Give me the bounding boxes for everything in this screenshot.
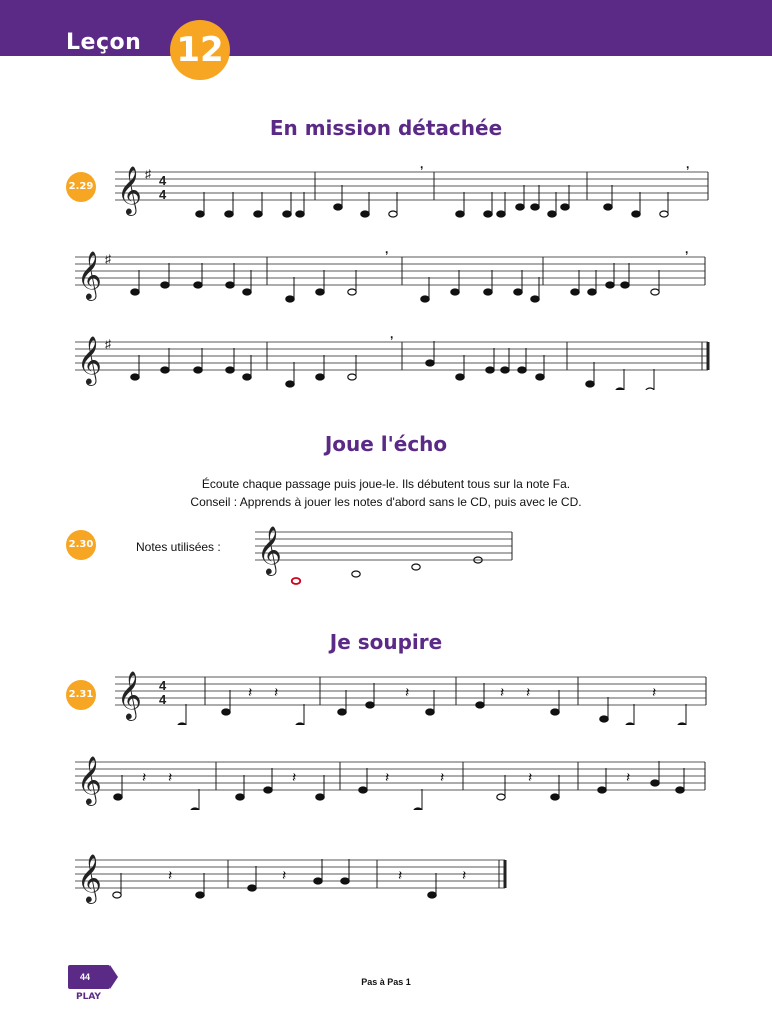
quarter-rest-icon: 𝄽 <box>652 684 657 700</box>
note-head <box>113 892 121 898</box>
note-head <box>484 289 492 295</box>
staff-mission-line-1 <box>0 160 772 220</box>
note-head <box>678 723 686 725</box>
instruction-2: Conseil : Apprends à jouer les notes d'abord sans le CD, puis avec le CD. <box>190 495 582 509</box>
note-head <box>548 211 556 217</box>
note-head <box>497 211 505 217</box>
staff-mission-line-3 <box>0 330 772 390</box>
note-head <box>598 787 606 793</box>
note-head <box>314 878 322 884</box>
note-head <box>341 878 349 884</box>
note-head <box>194 367 202 373</box>
sharp-icon: ♯ <box>145 167 151 181</box>
note-head <box>191 808 199 810</box>
breath-mark-icon: , <box>685 245 689 256</box>
quarter-rest-icon: 𝄽 <box>526 684 531 700</box>
staff-soupire-line-2 <box>0 750 772 810</box>
treble-clef-icon: 𝄞 <box>77 335 102 384</box>
note-head <box>626 723 634 725</box>
note-head <box>531 296 539 302</box>
note-head <box>600 716 608 722</box>
quarter-rest-icon: 𝄽 <box>385 769 390 785</box>
note-head <box>225 211 233 217</box>
section-title-echo: Joue l'écho <box>324 432 448 456</box>
note-head <box>551 709 559 715</box>
quarter-rest-icon: 𝄽 <box>274 684 279 700</box>
staff-soupire-line-3 <box>0 848 772 908</box>
note-head <box>114 794 122 800</box>
note-head <box>348 374 356 380</box>
note-head <box>497 794 505 800</box>
section-title-soupire: Je soupire <box>329 630 443 654</box>
note-head <box>286 296 294 302</box>
note-head <box>606 282 614 288</box>
instruction-1: Écoute chaque passage puis joue-le. Ils débutent tous sur la note Fa. <box>201 477 571 491</box>
note-head <box>131 289 139 295</box>
note-head <box>414 808 422 810</box>
play-label: PLAY <box>76 992 101 1002</box>
note-head <box>316 289 324 295</box>
note-head <box>236 794 244 800</box>
note-head <box>551 794 559 800</box>
note-head <box>316 794 324 800</box>
quarter-rest-icon: 𝄽 <box>405 684 410 700</box>
note-head <box>651 289 659 295</box>
quarter-rest-icon: 𝄽 <box>440 769 445 785</box>
note-head <box>421 296 429 302</box>
treble-clef-icon: 𝄞 <box>77 250 102 299</box>
note-head <box>514 289 522 295</box>
note-head <box>292 578 300 584</box>
note-head <box>296 211 304 217</box>
note-head <box>194 282 202 288</box>
quarter-rest-icon: 𝄽 <box>248 684 253 700</box>
note-head <box>178 723 186 725</box>
note-head <box>226 367 234 373</box>
note-head <box>426 360 434 366</box>
note-head <box>536 374 544 380</box>
quarter-rest-icon: 𝄽 <box>168 867 173 883</box>
note-head <box>334 204 342 210</box>
note-head <box>283 211 291 217</box>
note-head <box>604 204 612 210</box>
quarter-rest-icon: 𝄽 <box>168 769 173 785</box>
note-head <box>248 885 256 891</box>
breath-mark-icon: , <box>385 245 389 256</box>
note-head <box>131 374 139 380</box>
note-head <box>426 709 434 715</box>
note-head <box>518 367 526 373</box>
note-head <box>616 388 624 390</box>
note-head <box>486 367 494 373</box>
note-head <box>196 211 204 217</box>
note-head <box>316 374 324 380</box>
treble-clef-icon: 𝄞 <box>77 853 102 902</box>
page-number-badge: 44 <box>68 965 110 989</box>
note-head <box>632 211 640 217</box>
track-badge-231[interactable]: 2.31 <box>66 680 96 710</box>
sharp-icon: ♯ <box>105 337 111 351</box>
treble-clef-icon: 𝄞 <box>257 525 282 574</box>
note-head <box>428 892 436 898</box>
time-signature-top: 4 <box>159 678 167 693</box>
quarter-rest-icon: 𝄽 <box>626 769 631 785</box>
sharp-icon: ♯ <box>105 252 111 266</box>
staff-soupire-line-1 <box>0 665 772 725</box>
note-head <box>412 564 420 570</box>
note-head <box>561 204 569 210</box>
note-head <box>501 367 509 373</box>
note-head <box>366 702 374 708</box>
note-head <box>264 787 272 793</box>
note-head <box>484 211 492 217</box>
track-badge-230[interactable]: 2.30 <box>66 530 96 560</box>
quarter-rest-icon: 𝄽 <box>292 769 297 785</box>
time-signature-bottom: 4 <box>159 692 167 707</box>
note-head <box>161 282 169 288</box>
staff-mission-line-2 <box>0 245 772 305</box>
breath-mark-icon: , <box>390 330 394 341</box>
quarter-rest-icon: 𝄽 <box>142 769 147 785</box>
note-head <box>338 709 346 715</box>
note-head <box>676 787 684 793</box>
breath-mark-icon: , <box>420 160 424 171</box>
time-signature-top: 4 <box>159 173 167 188</box>
note-head <box>243 374 251 380</box>
book-title: Pas à Pas 1 <box>361 977 411 987</box>
note-head <box>226 282 234 288</box>
note-head <box>243 289 251 295</box>
note-head <box>359 787 367 793</box>
note-head <box>571 289 579 295</box>
track-badge-229[interactable]: 2.29 <box>66 172 96 202</box>
breath-mark-icon: , <box>686 160 690 171</box>
note-head <box>348 289 356 295</box>
note-head <box>588 289 596 295</box>
note-head <box>586 381 594 387</box>
note-head <box>456 211 464 217</box>
note-head <box>651 780 659 786</box>
note-head <box>531 204 539 210</box>
note-head <box>296 723 304 725</box>
quarter-rest-icon: 𝄽 <box>500 684 505 700</box>
treble-clef-icon: 𝄞 <box>117 670 142 719</box>
quarter-rest-icon: 𝄽 <box>282 867 287 883</box>
note-head <box>161 367 169 373</box>
note-head <box>516 204 524 210</box>
note-head <box>254 211 262 217</box>
note-head <box>286 381 294 387</box>
time-signature-bottom: 4 <box>159 187 167 202</box>
note-head <box>660 211 668 217</box>
lesson-number-badge: 12 <box>170 20 230 80</box>
notes-used-label: Notes utilisées : <box>136 540 221 554</box>
note-head <box>389 211 397 217</box>
treble-clef-icon: 𝄞 <box>117 165 142 214</box>
section-title-mission: En mission détachée <box>269 116 503 140</box>
quarter-rest-icon: 𝄽 <box>398 867 403 883</box>
note-head <box>196 892 204 898</box>
note-head <box>222 709 230 715</box>
note-head <box>352 571 360 577</box>
staff-notes-used <box>0 520 772 590</box>
note-head <box>476 702 484 708</box>
note-head <box>646 388 654 390</box>
note-head <box>451 289 459 295</box>
note-head <box>621 282 629 288</box>
treble-clef-icon: 𝄞 <box>77 755 102 804</box>
quarter-rest-icon: 𝄽 <box>462 867 467 883</box>
quarter-rest-icon: 𝄽 <box>528 769 533 785</box>
note-head <box>456 374 464 380</box>
lesson-label: Leçon <box>66 30 142 55</box>
note-head <box>361 211 369 217</box>
